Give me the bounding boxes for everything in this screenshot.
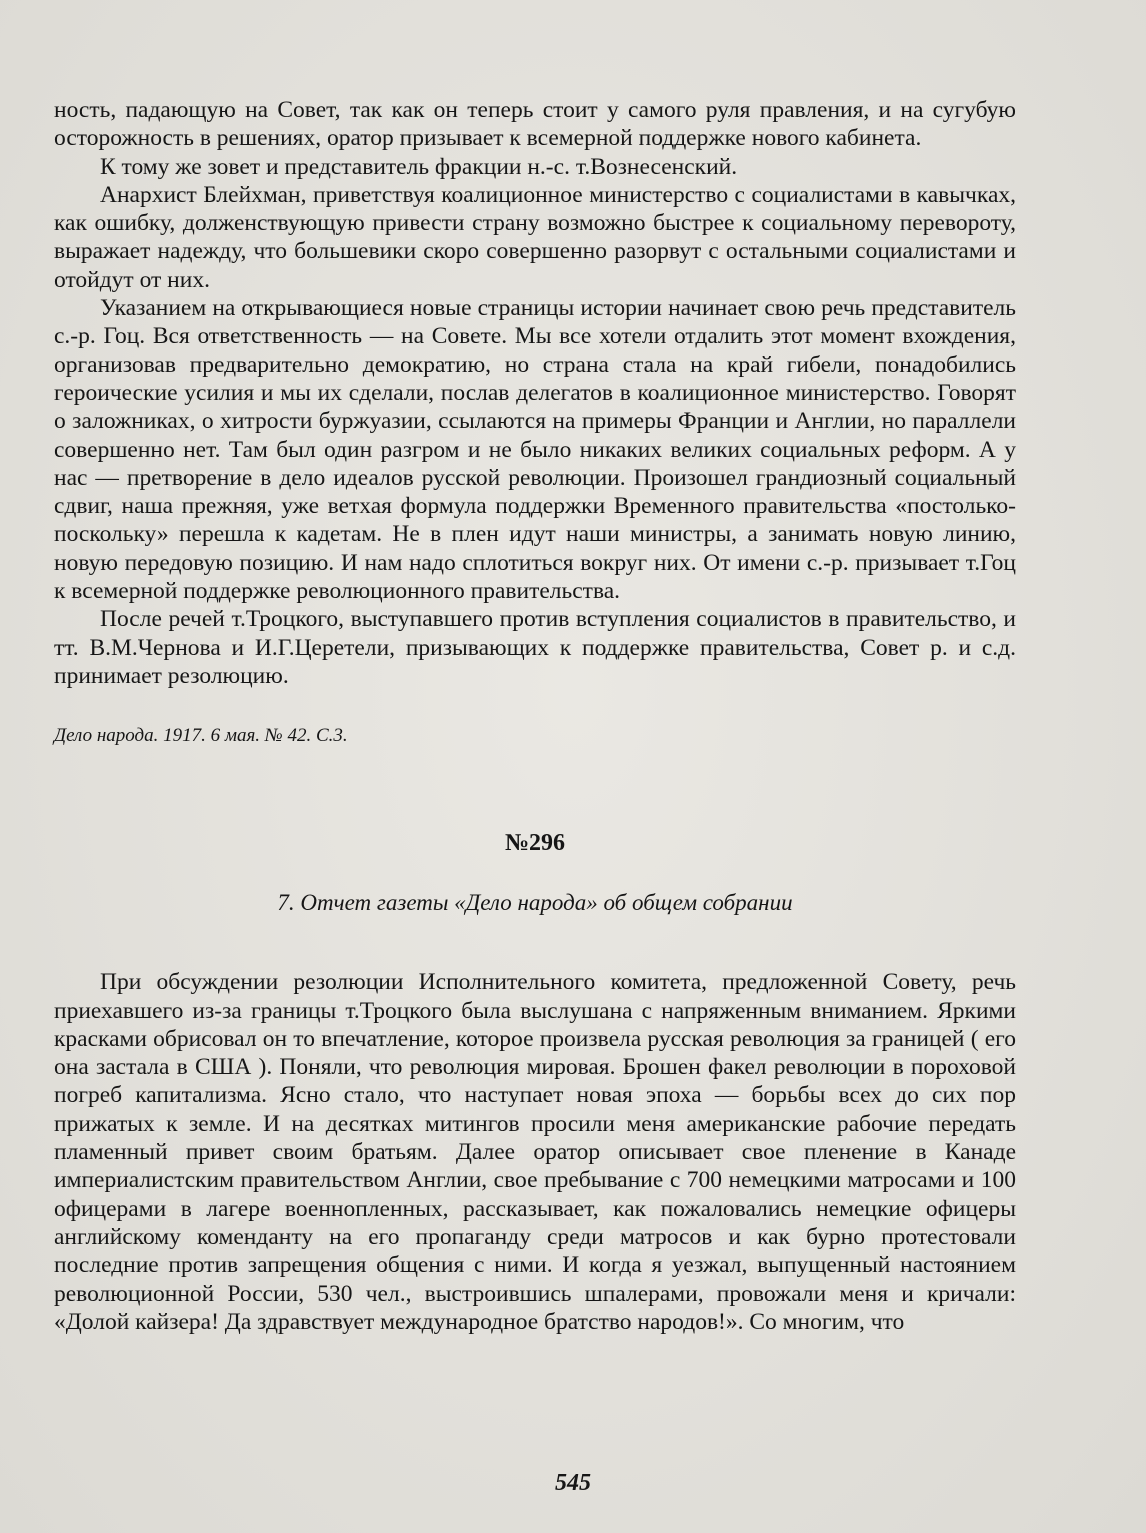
document-number: №296 bbox=[504, 830, 566, 857]
paragraph-trotsky-speech: При обсуждении резолюции Исполнительного комитета, предложенной Совету, речь приехавшего из-за границы т.Троцкого была выслушана с напряженным вниманием. Яркими красками обрисовал он то впечатление, которое произвела русская революция за границей ( его она застала в США ). Поняли, что революция мировая. Брошен факел революции в пороховой погреб капитализма. Ясно стало, что наступает новая эпоха — борьбы всех до сих пор прижатых к земле. И на десятках митингов просили меня американские рабочие передать пламенный привет своим братьям. Далее оратор описывает свое пленение в Канаде империалистским правительством Англии, свое пребывание с 700 немецкими матросами и 100 офицерами в лагере военнопленных, рассказывает, как пожаловались немецкие офицеры английскому коменданту на его пропаганду среди матросов и как бурно протестовали последние против запрещения общения с ними. И когда я уезжал, выпущенный настоянием революционной России, 530 чел., выстроившись шпалерами, провожали меня и кричали: «Долой кайзера! Да здравствует международное братство народов!». Со многим, что bbox=[54, 969, 1016, 1335]
text-section-top bbox=[54, 96, 1016, 690]
source-citation: Дело народа. 1917. 6 мая. № 42. С.3. bbox=[54, 725, 348, 747]
paragraph-voznesensky: К тому же зовет и представитель фракции н.-с. т.Вознесенский. bbox=[100, 153, 738, 180]
paragraph-bleikhman: Анархист Блейхман, приветствуя коалиционное министерство с социалистами в кавычках, как ошибку, долженствующую привести страну возможно быстрее к социальному перевороту, выражает надежду, что большевики скоро совершенно разорвут с остальными социалистами и отойдут от них. bbox=[54, 181, 1016, 293]
paragraph-gots: Указанием на открывающиеся новые страницы истории начинает свою речь представитель с.-р. Гоц. Вся ответственность — на Совете. Мы все хотели отдалить этот момент вхождения, организовав предварительно демократию, но страна стала на край гибели, понадобились героические усилия и мы их сделали, послав делегатов в коалиционное министерство. Говорят о заложниках, о хитрости буржуазии, ссылаются на примеры Франции и Англии, но параллели совершенно нет. Там был один разгром и не было никаких великих социальных реформ. А у нас — претворение в дело идеалов русской революции. Произошел грандиозный социальный сдвиг, наша прежняя, уже ветхая формула поддержки Временного правительства «постолько-поскольку» перешла к кадетам. Не в плен идут наши министры, а занимать новую линию, новую передовую позицию. И нам надо сплотиться вокруг них. От имени с.-р. призывает т.Гоц к всемерной поддержке революционного правительства. bbox=[54, 295, 1016, 605]
paragraph-continuation: ность, падающую на Совет, так как он теперь стоит у самого руля правления, и на сугубую осторожность в решениях, оратор призывает к всемерной поддержке нового кабинета. bbox=[54, 97, 1016, 152]
paragraph-resolution: После речей т.Троцкого, выступавшего против вступления социалистов в правительство, и тт. В.М.Чернова и И.Г.Церетели, призывающих к поддержке правительства, Совет р. и с.д. принимает резолюцию. bbox=[54, 606, 1016, 689]
text-section-bottom bbox=[54, 968, 1016, 1336]
document-title: 7. Отчет газеты «Дело народа» об общем собрании bbox=[277, 890, 793, 916]
page-number: 545 bbox=[555, 1470, 591, 1496]
